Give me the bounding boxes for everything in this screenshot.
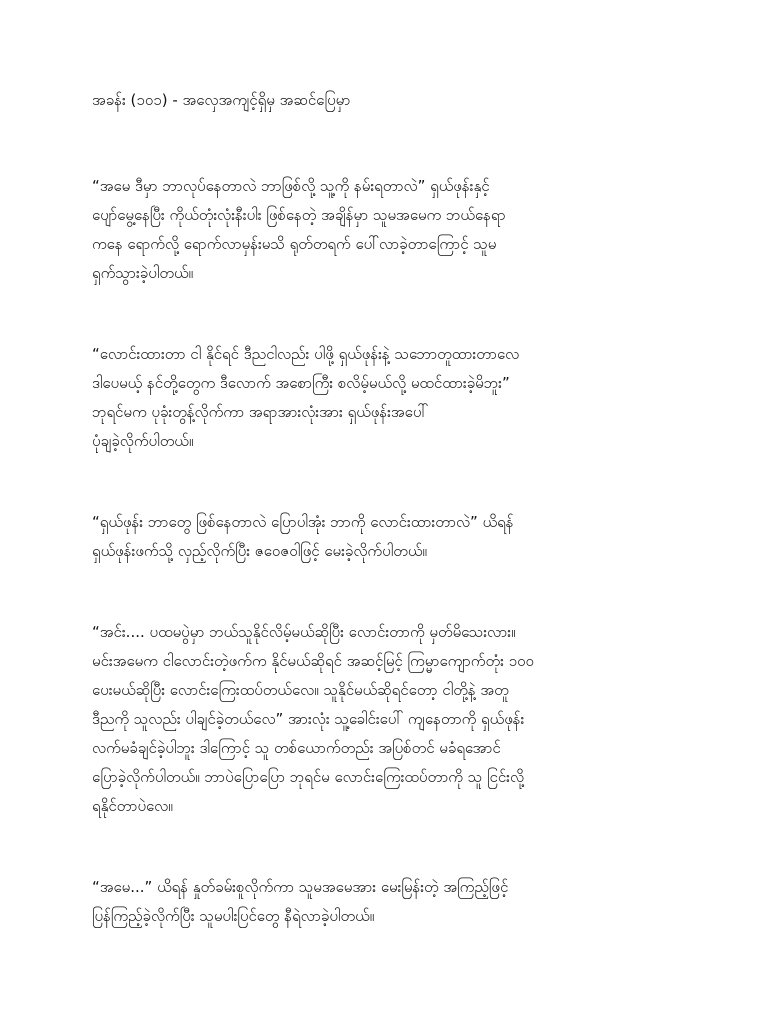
- text-line: လက်မခံချင်ခဲ့ပါဘူး ဒါကြောင့် သူ တစ်ယောက်တည်း အပြစ်တင် မခံရအောင်: [92, 739, 501, 757]
- text-line: ဘုရင်မက ပုခုံးတွန့်လိုက်ကာ အရာအားလုံးအား ရှယ်ဖုန်းအပေါ်: [92, 403, 429, 421]
- paragraph: [92, 873, 692, 931]
- text-line: ဒါပေမယ့် နင်တို့တွေက ဒီလောက် အစောကြီး စလိမ့်မယ်လို့ မထင်ထားခဲ့မိဘူး”: [92, 374, 510, 392]
- text-line: “ရှယ်ဖုန်း ဘာတွေ ဖြစ်နေတာလဲ ပြောပါအုံး ဘာကို လောင်းထားတာလဲ” ယိရန်: [92, 513, 514, 531]
- chapter-title: အခန်း (၁၀၁) - အလှေအကျင့်ရှိမှ အဆင်ပြေမှာ: [92, 91, 351, 109]
- text-line: ဒီညကို သူလည်း ပါချင်ခဲ့တယ်လေ” အားလုံး သူ့ခေါင်းပေါ် ကျနေတာကို ရှယ်ဖုန်း: [92, 710, 525, 728]
- text-line: ရှက်သွားခဲ့ပါတယ်။: [92, 264, 194, 282]
- text-line: မင်းအမေက ငါလောင်းတဲ့ဖက်က နိုင်မယ်ဆိုရင် အဆင့်မြင့် ကြမ္မာကျောက်တုံး ၁၀၀: [92, 652, 534, 670]
- paragraph: [92, 508, 692, 566]
- text-line: “အမေ ဒီမှာ ဘာလုပ်နေတာလဲ ဘာဖြစ်လို့ သူ့ကို နမ်းရတာလဲ” ရှယ်ဖုန်းနှင့်: [92, 177, 490, 195]
- paragraph: [92, 618, 692, 821]
- text-line: ပြောခဲ့လိုက်ပါတယ်။ ဘာပဲပြောပြော ဘုရင်မ လောင်းကြေးထပ်တာကို သူ ငြင်းလို့: [92, 768, 525, 786]
- document-page: [92, 88, 692, 983]
- text-line: “အမေ...” ယိရန် နှုတ်ခမ်းစူလိုက်ကာ သူမအမေအား မေးမြန်းတဲ့ အကြည့်ဖြင့်: [92, 878, 509, 896]
- text-line: “အင်း.... ပထမပွဲမှာ ဘယ်သူနိုင်လိမ့်မယ်ဆိုပြီး လောင်းတာကို မှတ်မိသေးလား။: [92, 623, 516, 641]
- text-line: ပေးမယ်ဆိုပြီး လောင်းကြေးထပ်တယ်လေ။ သူနိုင်မယ်ဆိုရင်တော့ ငါတို့နဲ့ အတူ: [92, 681, 509, 699]
- text-line: “လောင်းထားတာ ငါ နိုင်ရင် ဒီညငါလည်း ပါဖို့ ရှယ်ဖုန်းနဲ့ သဘောတူထားတာလေ: [92, 345, 520, 363]
- text-line: ပြန်ကြည့်ခဲ့လိုက်ပြီး သူမပါးပြင်တွေ နီရဲလာခဲ့ပါတယ်။: [92, 907, 375, 925]
- paragraph: [92, 172, 692, 288]
- text-line: ရနိုင်တာပဲလေ။: [92, 797, 173, 815]
- text-line: ပုံချခဲ့လိုက်ပါတယ်။: [92, 432, 194, 450]
- text-line: ရှယ်ဖုန်းဖက်သို့ လှည့်လိုက်ပြီး ဇဝေဇဝါဖြင့် မေးခဲ့လိုက်ပါတယ်။: [92, 542, 427, 560]
- text-line: ကနေ ရောက်လို့ ရောက်လာမှန်းမသိ ရုတ်တရက် ပေါ်လာခဲ့တာကြောင့် သူမ: [92, 235, 497, 253]
- paragraph-list: [92, 172, 692, 931]
- paragraph: [92, 340, 692, 456]
- text-line: ပျော်မွေ့နေပြီး ကိုယ်တုံးလုံးနီးပါး ဖြစ်နေတဲ့ အချိန်မှာ သူမအမေက ဘယ်နေရာ: [92, 206, 506, 224]
